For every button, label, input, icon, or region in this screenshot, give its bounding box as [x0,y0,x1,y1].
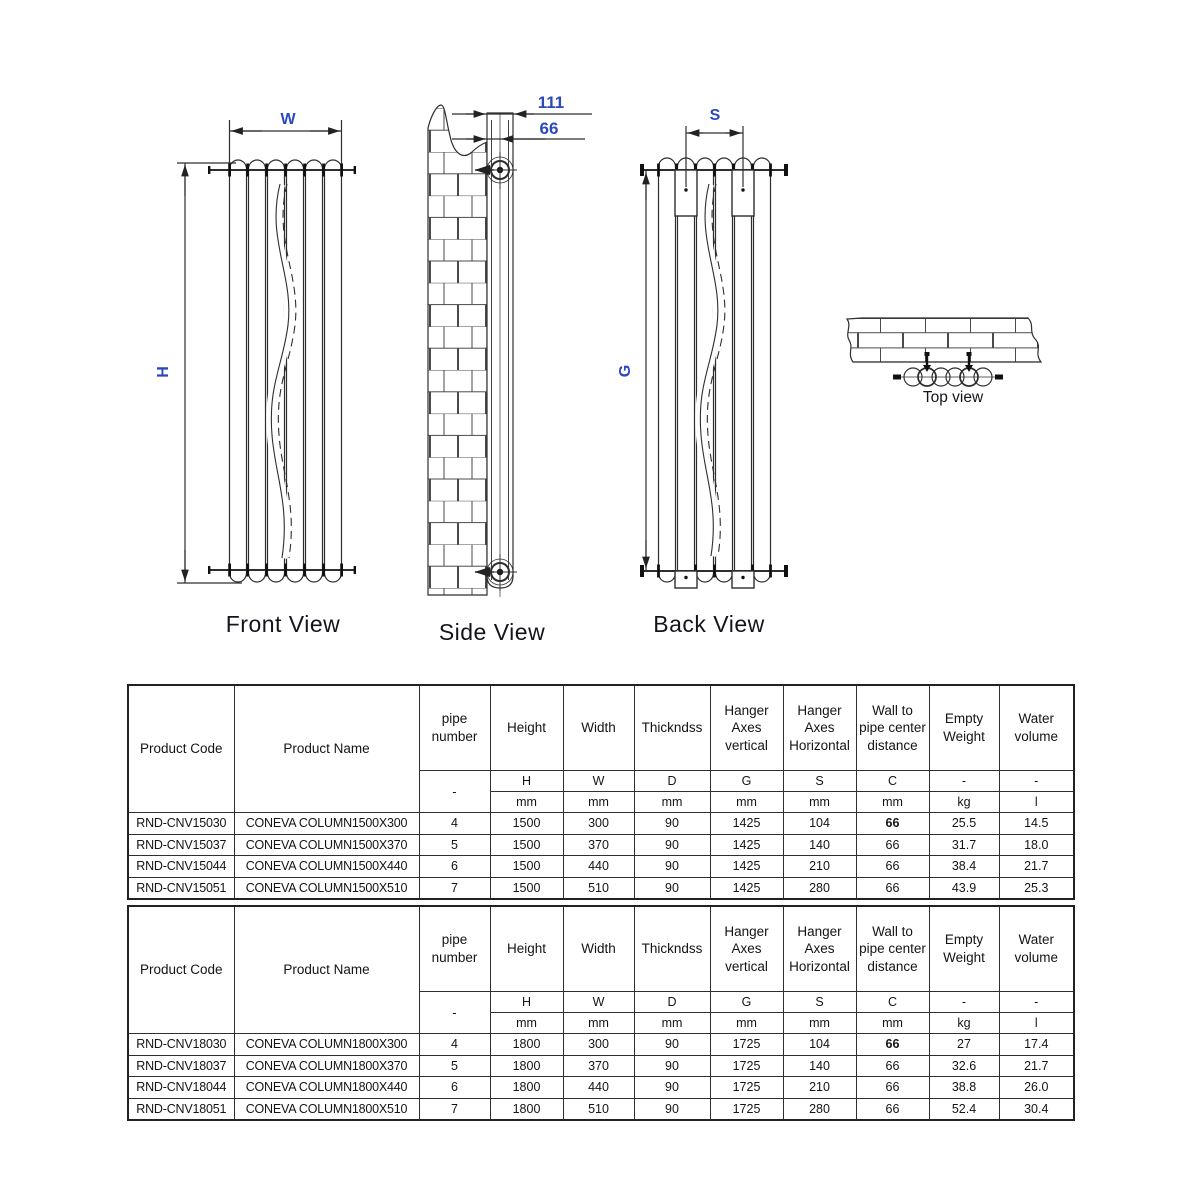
column-header: Height [490,906,563,992]
table-row [128,813,1074,835]
unit-cell: mm [783,792,856,813]
value-cell: 1725 [710,1077,783,1099]
value-cell: 66 [856,877,929,899]
front-view-caption: Front View [225,611,341,637]
product-code-cell: RND-CNV18051 [128,1098,234,1120]
value-cell: 90 [634,856,710,878]
unit-cell: mm [634,1013,710,1034]
value-cell: 66 [856,1077,929,1099]
side-wall [428,105,487,595]
value-cell: 370 [563,1055,634,1077]
value-cell: 1425 [710,834,783,856]
symbol-cell: - [999,992,1074,1013]
product-name-cell: CONEVA COLUMN1500X370 [234,834,419,856]
product-name-cell: CONEVA COLUMN1800X300 [234,1034,419,1056]
value-cell: 66 [856,813,929,835]
symbol-cell: D [634,771,710,792]
dim-label-66: 66 [539,119,559,138]
value-cell: 1800 [490,1098,563,1120]
value-cell: 52.4 [929,1098,999,1120]
value-cell: 1500 [490,834,563,856]
column-header: Height [490,685,563,771]
value-cell: 32.6 [929,1055,999,1077]
value-cell: 31.7 [929,834,999,856]
column-header: Width [563,685,634,771]
value-cell: 30.4 [999,1098,1074,1120]
unit-cell: mm [710,1013,783,1034]
value-cell: 6 [419,856,490,878]
value-cell: 43.9 [929,877,999,899]
value-cell: 14.5 [999,813,1074,835]
value-cell: 1800 [490,1034,563,1056]
symbol-cell: - [419,992,490,1034]
unit-cell: mm [783,1013,856,1034]
value-cell: 26.0 [999,1077,1074,1099]
product-name-cell: CONEVA COLUMN1500X440 [234,856,419,878]
value-cell: 5 [419,1055,490,1077]
value-cell: 104 [783,813,856,835]
value-cell: 90 [634,834,710,856]
symbol-cell: - [999,771,1074,792]
dim-label-111: 111 [537,93,565,112]
column-header: pipe number [419,685,490,771]
value-cell: 90 [634,1098,710,1120]
top-wall [847,318,1041,362]
top-view-drawing [847,318,1041,406]
value-cell: 1800 [490,1055,563,1077]
symbol-cell: C [856,771,929,792]
value-cell: 210 [783,856,856,878]
value-cell: 66 [856,834,929,856]
value-cell: 370 [563,834,634,856]
table-row [128,1098,1074,1120]
value-cell: 21.7 [999,856,1074,878]
column-header: Thickndss [634,906,710,992]
top-pipes [893,368,1003,386]
dim-label-w: W [280,111,296,128]
symbol-cell: W [563,992,634,1013]
value-cell: 1425 [710,856,783,878]
symbol-cell: D [634,992,710,1013]
value-cell: 90 [634,1034,710,1056]
table-row [128,834,1074,856]
column-header: Thickndss [634,685,710,771]
value-cell: 25.3 [999,877,1074,899]
symbol-cell: H [490,992,563,1013]
product-code-cell: RND-CNV18037 [128,1055,234,1077]
value-cell: 1725 [710,1098,783,1120]
value-cell: 90 [634,1055,710,1077]
value-cell: 1725 [710,1055,783,1077]
top-view-caption: Top view [922,389,984,406]
value-cell: 300 [563,813,634,835]
value-cell: 510 [563,877,634,899]
product-code-cell: RND-CNV15037 [128,834,234,856]
value-cell: 300 [563,1034,634,1056]
column-header: Wall to pipe center distance [856,906,929,992]
table-row [128,1055,1074,1077]
product-code-cell: RND-CNV18044 [128,1077,234,1099]
value-cell: 510 [563,1098,634,1120]
symbol-cell: - [419,771,490,813]
column-header: Water volume [999,685,1074,771]
value-cell: 1425 [710,813,783,835]
unit-cell: mm [856,1013,929,1034]
value-cell: 90 [634,877,710,899]
symbol-cell: G [710,992,783,1013]
value-cell: 440 [563,1077,634,1099]
product-code-cell: RND-CNV15051 [128,877,234,899]
table-row [128,877,1074,899]
unit-cell: kg [929,1013,999,1034]
product-code-cell: RND-CNV15044 [128,856,234,878]
value-cell: 1500 [490,877,563,899]
product-code-cell: RND-CNV18030 [128,1034,234,1056]
column-header: Product Name [234,685,419,813]
symbol-cell: S [783,992,856,1013]
dim-label-g: G [617,364,634,378]
symbol-cell: - [929,771,999,792]
value-cell: 1800 [490,1077,563,1099]
value-cell: 1500 [490,856,563,878]
back-view-caption: Back View [653,611,765,637]
unit-cell: mm [563,1013,634,1034]
value-cell: 7 [419,1098,490,1120]
column-header: Water volume [999,906,1074,992]
column-header: Product Name [234,906,419,1034]
back-view-drawing [617,107,788,637]
unit-cell: l [999,1013,1074,1034]
symbol-cell: S [783,771,856,792]
column-header: Empty Weight [929,685,999,771]
value-cell: 38.4 [929,856,999,878]
value-cell: 38.8 [929,1077,999,1099]
product-name-cell: CONEVA COLUMN1800X370 [234,1055,419,1077]
value-cell: 66 [856,1098,929,1120]
dim-label-h: H [155,366,172,378]
value-cell: 1500 [490,813,563,835]
product-name-cell: CONEVA COLUMN1800X440 [234,1077,419,1099]
product-name-cell: CONEVA COLUMN1500X300 [234,813,419,835]
value-cell: 140 [783,834,856,856]
symbol-cell: W [563,771,634,792]
table-row [128,1077,1074,1099]
value-cell: 6 [419,1077,490,1099]
value-cell: 4 [419,813,490,835]
unit-cell: mm [490,1013,563,1034]
column-header: Hanger Axes vertical [710,906,783,992]
column-header: Hanger Axes vertical [710,685,783,771]
unit-cell: mm [710,792,783,813]
unit-cell: mm [563,792,634,813]
value-cell: 1425 [710,877,783,899]
side-view-caption: Side View [438,619,546,645]
symbol-cell: G [710,771,783,792]
symbol-cell: H [490,771,563,792]
column-header: Empty Weight [929,906,999,992]
value-cell: 210 [783,1077,856,1099]
product-code-cell: RND-CNV15030 [128,813,234,835]
column-header: Hanger Axes Horizontal [783,685,856,771]
spec-table-1800-series [127,905,1075,1121]
value-cell: 5 [419,834,490,856]
column-header: Hanger Axes Horizontal [783,906,856,992]
column-header: pipe number [419,906,490,992]
symbol-cell: C [856,992,929,1013]
column-header: Wall to pipe center distance [856,685,929,771]
value-cell: 21.7 [999,1055,1074,1077]
value-cell: 18.0 [999,834,1074,856]
value-cell: 280 [783,877,856,899]
table-row [128,1034,1074,1056]
value-cell: 66 [856,1055,929,1077]
value-cell: 104 [783,1034,856,1056]
value-cell: 66 [856,856,929,878]
value-cell: 280 [783,1098,856,1120]
table-row [128,856,1074,878]
unit-cell: l [999,792,1074,813]
value-cell: 27 [929,1034,999,1056]
dim-label-s: S [709,107,721,124]
value-cell: 4 [419,1034,490,1056]
side-view-drawing [428,93,592,645]
column-header: Product Code [128,906,234,1034]
value-cell: 66 [856,1034,929,1056]
value-cell: 440 [563,856,634,878]
value-cell: 7 [419,877,490,899]
value-cell: 25.5 [929,813,999,835]
product-name-cell: CONEVA COLUMN1800X510 [234,1098,419,1120]
product-name-cell: CONEVA COLUMN1500X510 [234,877,419,899]
column-header: Width [563,906,634,992]
unit-cell: mm [634,792,710,813]
unit-cell: kg [929,792,999,813]
value-cell: 140 [783,1055,856,1077]
symbol-cell: - [929,992,999,1013]
value-cell: 1725 [710,1034,783,1056]
value-cell: 90 [634,1077,710,1099]
front-view-drawing [155,111,356,637]
column-header: Product Code [128,685,234,813]
unit-cell: mm [490,792,563,813]
unit-cell: mm [856,792,929,813]
value-cell: 17.4 [999,1034,1074,1056]
spec-table-1500-series [127,684,1075,900]
value-cell: 90 [634,813,710,835]
